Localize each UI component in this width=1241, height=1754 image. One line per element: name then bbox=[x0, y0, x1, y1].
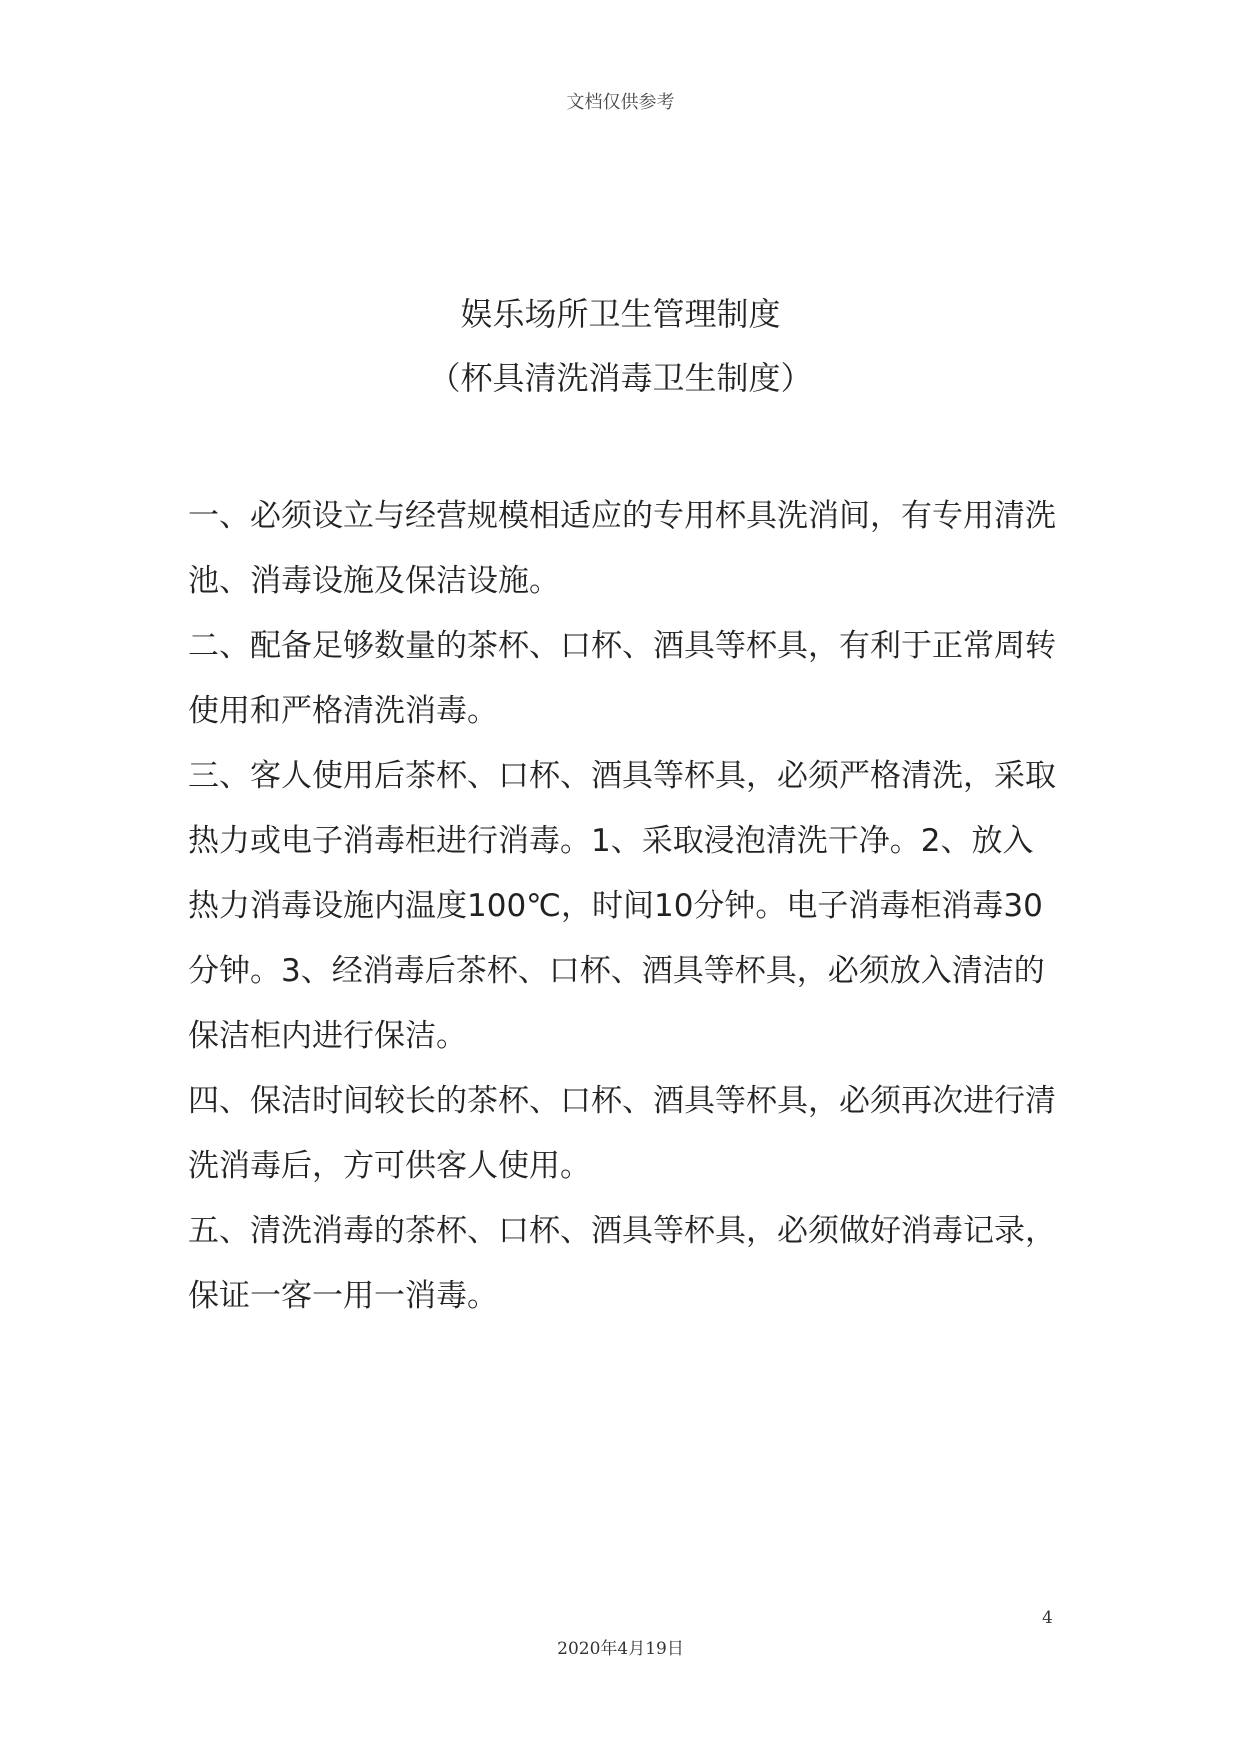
paragraph-4: 四、保洁时间较长的茶杯、口杯、酒具等杯具，必须再次进行清洗消毒后，方可供客人使用。 bbox=[188, 1083, 1056, 1184]
paragraph-2: 二、配备足够数量的茶杯、口杯、酒具等杯具，有利于正常周转使用和严格清洗消毒。 bbox=[188, 628, 1056, 729]
page-number: 4 bbox=[1042, 1608, 1053, 1628]
document-subtitle: （杯具清洗消毒卫生制度） bbox=[428, 359, 813, 397]
header-note: 文档仅供参考 bbox=[566, 92, 675, 113]
document-title: 娱乐场所卫生管理制度 bbox=[460, 295, 781, 333]
paragraph-3: 三、客人使用后茶杯、口杯、酒具等杯具，必须严格清洗，采取热力或电子消毒柜进行消毒。1、采取浸泡清洗干净。2、放入热力消毒设施内温度100℃，时间10分钟。电子消毒柜消毒30分钟。3、经消毒后茶杯、口杯、酒具等杯具，必须放入清洁的保洁柜内进行保洁。 bbox=[188, 758, 1056, 1054]
footer-date: 2020年4月19日 bbox=[557, 1639, 684, 1659]
document-body bbox=[188, 484, 1056, 1329]
title-block bbox=[0, 290, 1241, 402]
paragraph-1: 一、必须设立与经营规模相适应的专用杯具洗消间，有专用清洗池、消毒设施及保洁设施。 bbox=[188, 498, 1056, 599]
paragraph-5: 五、清洗消毒的茶杯、口杯、酒具等杯具，必须做好消毒记录，保证一客一用一消毒。 bbox=[188, 1213, 1056, 1314]
